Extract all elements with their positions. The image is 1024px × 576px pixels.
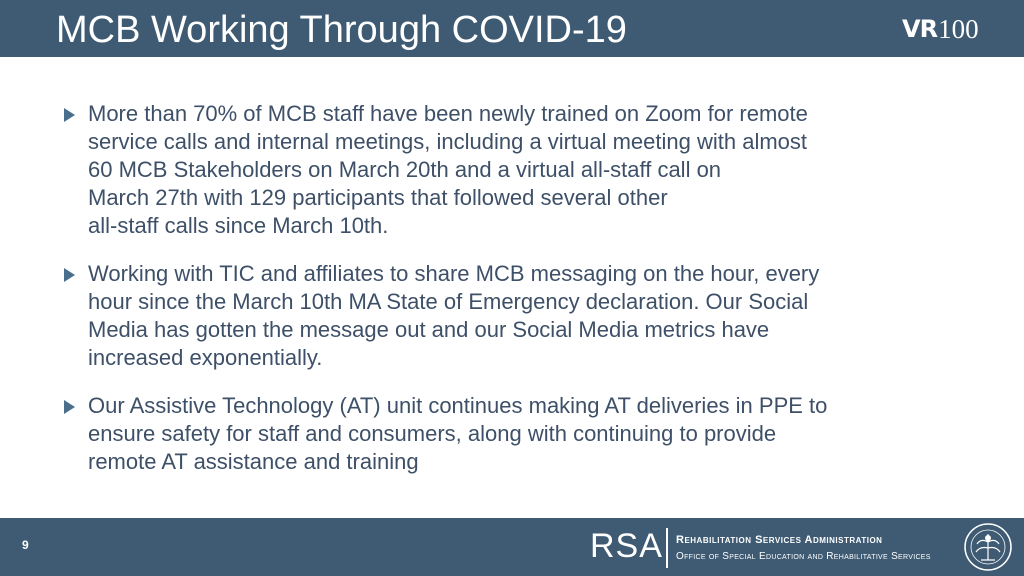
vr-logo-number: 100	[938, 14, 979, 44]
bullet-item	[62, 392, 962, 476]
bullet-line: hour since the March 10th MA State of Emergency declaration. Our Social	[88, 289, 809, 314]
triangle-right-icon	[64, 400, 75, 414]
header-bar	[0, 0, 1024, 57]
bullet-line: Our Assistive Technology (AT) unit continues making AT deliveries in PPE to	[88, 393, 828, 418]
vr100-logo	[902, 16, 979, 42]
bullet-line: service calls and internal meetings, including a virtual meeting with almost	[88, 129, 808, 154]
bullet-line: ensure safety for staff and consumers, along with continuing to provide	[88, 421, 777, 446]
triangle-right-icon	[64, 108, 75, 122]
vr-logo-mark: VR	[902, 15, 938, 43]
org-subtitle: Office of Special Education and Rehabilitative Services	[676, 551, 931, 562]
rsa-logo-text: RSA	[590, 527, 663, 565]
bullet-line: Working with TIC and affiliates to share MCB messaging on the hour, every	[88, 261, 820, 286]
bullet-list	[62, 100, 962, 496]
bullet-text	[88, 260, 962, 372]
bullet-line: Media has gotten the message out and our Social Media metrics have	[88, 317, 770, 342]
slide-title: MCB Working Through COVID-19	[56, 9, 627, 51]
bullet-line: remote AT assistance and training	[88, 449, 419, 474]
footer-bar	[0, 518, 1024, 576]
bullet-text	[88, 100, 962, 240]
org-name: Rehabilitation Services Administration	[676, 534, 883, 546]
logo-divider	[666, 528, 668, 568]
department-seal-icon	[963, 522, 1013, 572]
bullet-text	[88, 392, 962, 476]
bullet-item	[62, 260, 962, 372]
bullet-line: 60 MCB Stakeholders on March 20th and a virtual all-staff call on	[88, 157, 722, 182]
triangle-right-icon	[64, 268, 75, 282]
bullet-line: increased exponentially.	[88, 345, 323, 370]
page-number: 9	[22, 538, 29, 552]
bullet-item	[62, 100, 962, 240]
bullet-line: March 27th with 129 participants that followed several other	[88, 185, 668, 210]
bullet-line: More than 70% of MCB staff have been newly trained on Zoom for remote	[88, 101, 808, 126]
bullet-line: all-staff calls since March 10th.	[88, 213, 389, 238]
